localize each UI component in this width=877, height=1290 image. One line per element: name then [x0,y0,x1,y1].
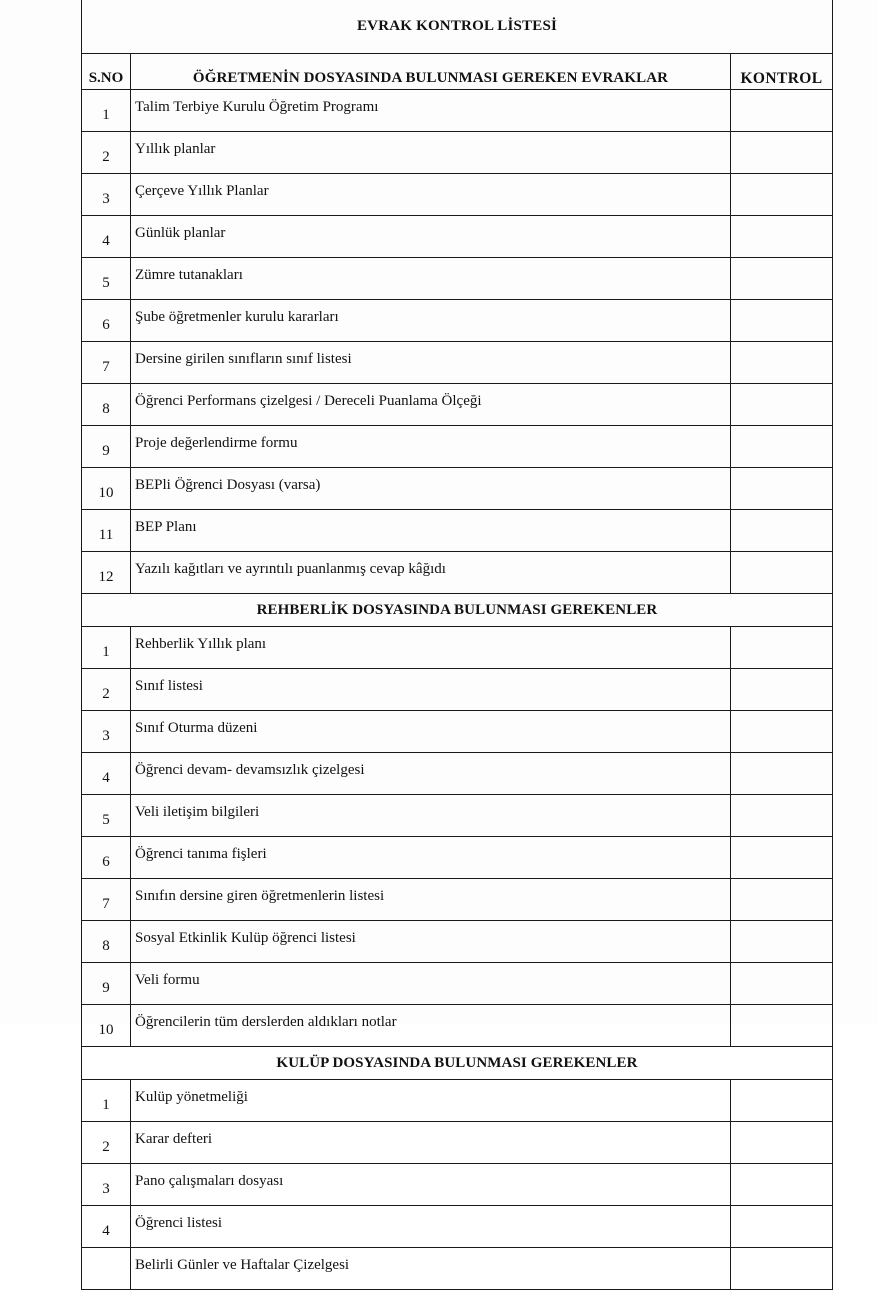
row-number: 9 [82,426,131,468]
table-row [82,1248,833,1290]
table-row [82,258,833,300]
row-number: 2 [82,1122,131,1164]
row-number: 6 [82,837,131,879]
table-row [82,384,833,426]
row-description: Talim Terbiye Kurulu Öğretim Programı [131,90,731,132]
control-checkbox-cell[interactable] [731,837,833,879]
row-number: 7 [82,879,131,921]
row-number: 12 [82,552,131,594]
row-description: Veli formu [131,963,731,1005]
table-row [82,174,833,216]
row-number: 2 [82,132,131,174]
row-description: Yıllık planlar [131,132,731,174]
control-checkbox-cell[interactable] [731,468,833,510]
table-row [82,837,833,879]
row-description: Şube öğretmenler kurulu kararları [131,300,731,342]
control-checkbox-cell[interactable] [731,342,833,384]
table-row [82,711,833,753]
table-row [82,879,833,921]
table-row [82,132,833,174]
row-description: Zümre tutanakları [131,258,731,300]
table-row [82,216,833,258]
row-number: 3 [82,174,131,216]
control-checkbox-cell[interactable] [731,669,833,711]
control-checkbox-cell[interactable] [731,258,833,300]
row-description: Çerçeve Yıllık Planlar [131,174,731,216]
checklist-table [81,0,833,1290]
table-row [82,1080,833,1122]
control-checkbox-cell[interactable] [731,174,833,216]
row-description: BEP Planı [131,510,731,552]
row-description: Pano çalışmaları dosyası [131,1164,731,1206]
control-checkbox-cell[interactable] [731,510,833,552]
row-description: Karar defteri [131,1122,731,1164]
row-description: Öğrenci tanıma fişleri [131,837,731,879]
control-checkbox-cell[interactable] [731,426,833,468]
guidance-section-title: REHBERLİK DOSYASINDA BULUNMASI GEREKENLER [82,594,833,627]
table-row [82,426,833,468]
control-checkbox-cell[interactable] [731,552,833,594]
table-row [82,300,833,342]
row-description: Kulüp yönetmeliği [131,1080,731,1122]
table-row [82,753,833,795]
table-row [82,468,833,510]
table-row [82,669,833,711]
row-description: Öğrenci Performans çizelgesi / Dereceli Puanlama Ölçeği [131,384,731,426]
row-description: Belirli Günler ve Haftalar Çizelgesi [131,1248,731,1290]
control-checkbox-cell[interactable] [731,1005,833,1047]
table-row [82,795,833,837]
table-row [82,1206,833,1248]
control-checkbox-cell[interactable] [731,216,833,258]
control-checkbox-cell[interactable] [731,1122,833,1164]
header-row [82,54,833,90]
row-description: Öğrencilerin tüm derslerden aldıkları notlar [131,1005,731,1047]
control-checkbox-cell[interactable] [731,627,833,669]
row-number: 3 [82,711,131,753]
row-description: Rehberlik Yıllık planı [131,627,731,669]
control-checkbox-cell[interactable] [731,795,833,837]
title-row [82,0,833,54]
control-checkbox-cell[interactable] [731,879,833,921]
table-row [82,1122,833,1164]
control-checkbox-cell[interactable] [731,1164,833,1206]
club-section-title: KULÜP DOSYASINDA BULUNMASI GEREKENLER [82,1047,833,1080]
row-description: Sınıf listesi [131,669,731,711]
row-number: 10 [82,1005,131,1047]
row-number: 5 [82,258,131,300]
club-section-title-row [82,1047,833,1080]
control-checkbox-cell[interactable] [731,1080,833,1122]
row-description: Yazılı kağıtları ve ayrıntılı puanlanmış cevap kâğıdı [131,552,731,594]
control-checkbox-cell[interactable] [731,90,833,132]
control-checkbox-cell[interactable] [731,132,833,174]
row-number: 10 [82,468,131,510]
row-number: 4 [82,216,131,258]
document-title: EVRAK KONTROL LİSTESİ [82,0,833,54]
row-number: 4 [82,1206,131,1248]
row-number: 4 [82,753,131,795]
control-checkbox-cell[interactable] [731,963,833,1005]
row-number: 9 [82,963,131,1005]
row-description: Sosyal Etkinlik Kulüp öğrenci listesi [131,921,731,963]
control-checkbox-cell[interactable] [731,753,833,795]
row-description: BEPli Öğrenci Dosyası (varsa) [131,468,731,510]
row-description: Dersine girilen sınıfların sınıf listesi [131,342,731,384]
row-number: 6 [82,300,131,342]
control-checkbox-cell[interactable] [731,300,833,342]
table-row [82,510,833,552]
row-number: 1 [82,90,131,132]
row-number [82,1248,131,1290]
table-row [82,1164,833,1206]
control-checkbox-cell[interactable] [731,384,833,426]
row-number: 3 [82,1164,131,1206]
guidance-section-title-row [82,594,833,627]
sno-header: S.NO [82,54,131,90]
description-header: ÖĞRETMENİN DOSYASINDA BULUNMASI GEREKEN EVRAKLAR [131,54,731,90]
table-row [82,627,833,669]
table-row [82,963,833,1005]
table-row [82,1005,833,1047]
control-checkbox-cell[interactable] [731,921,833,963]
row-description: Proje değerlendirme formu [131,426,731,468]
table-row [82,90,833,132]
control-checkbox-cell[interactable] [731,711,833,753]
control-checkbox-cell[interactable] [731,1248,833,1290]
row-number: 2 [82,669,131,711]
row-description: Öğrenci devam- devamsızlık çizelgesi [131,753,731,795]
row-description: Sınıfın dersine giren öğretmenlerin listesi [131,879,731,921]
row-number: 1 [82,627,131,669]
row-number: 8 [82,384,131,426]
row-number: 8 [82,921,131,963]
row-number: 5 [82,795,131,837]
table-row [82,342,833,384]
row-description: Günlük planlar [131,216,731,258]
row-description: Sınıf Oturma düzeni [131,711,731,753]
row-number: 11 [82,510,131,552]
table-row [82,921,833,963]
row-number: 7 [82,342,131,384]
row-number: 1 [82,1080,131,1122]
control-header: KONTROL [731,54,833,90]
control-checkbox-cell[interactable] [731,1206,833,1248]
table-row [82,552,833,594]
row-description: Öğrenci listesi [131,1206,731,1248]
row-description: Veli iletişim bilgileri [131,795,731,837]
